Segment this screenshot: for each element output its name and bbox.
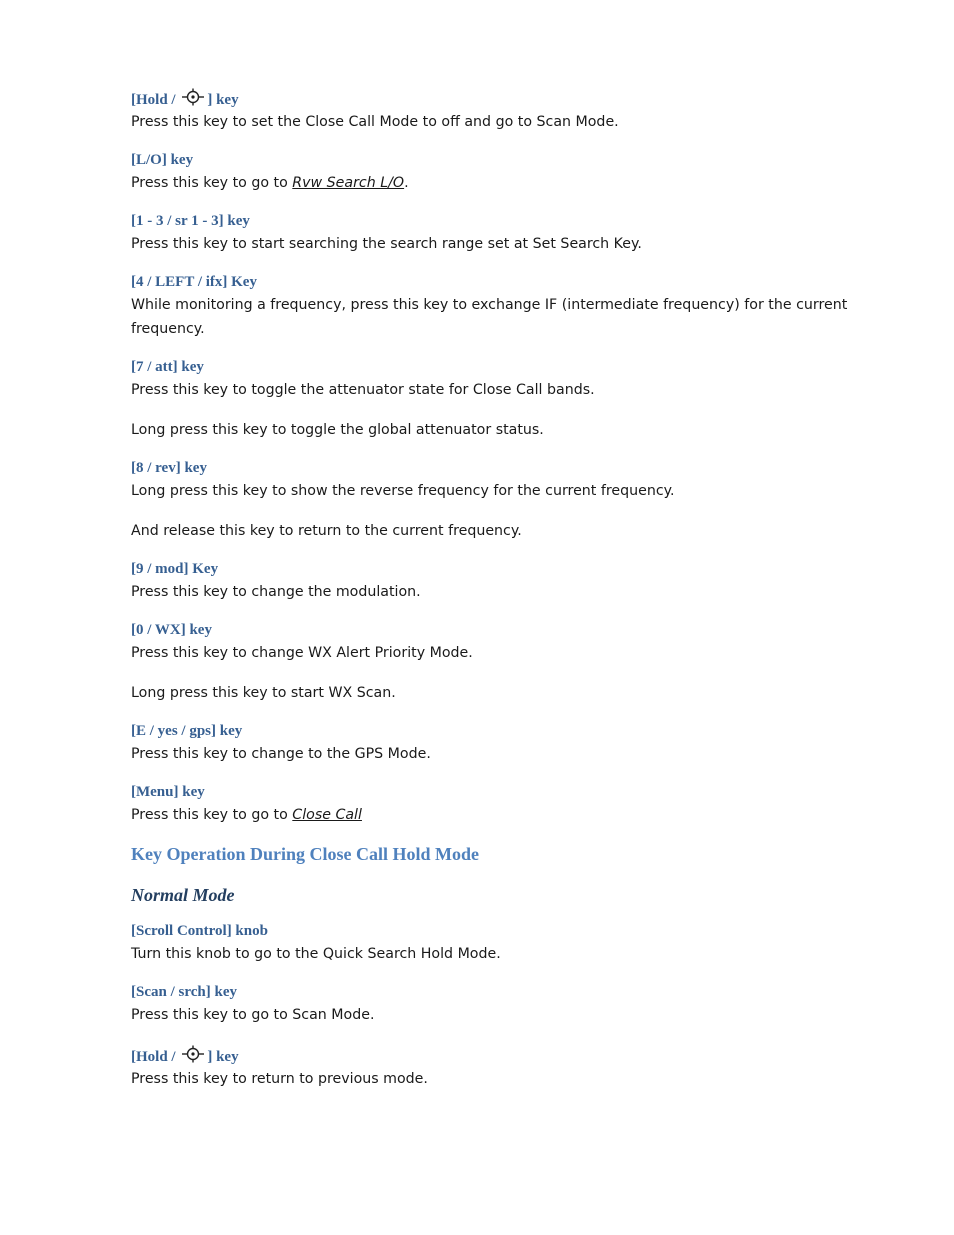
- e-key-heading: [E / yes / gps] key: [131, 723, 243, 739]
- four-key-text: While monitoring a frequency, press this key to exchange IF (intermediate frequency) for the current frequency.: [131, 297, 848, 337]
- target-crosshair-icon: [180, 88, 206, 106]
- hold-key-heading-post: ] key: [207, 92, 239, 108]
- one-three-key-text: Press this key to start searching the search range set at Set Search Key.: [131, 236, 642, 252]
- scan-key-section: [131, 981, 851, 1027]
- seven-key-section: [131, 356, 851, 442]
- lo-key-heading: [L/O] key: [131, 152, 194, 168]
- one-three-key-heading: [1 - 3 / sr 1 - 3] key: [131, 213, 250, 229]
- rvw-search-lo-link[interactable]: Rvw Search L/O: [292, 175, 405, 191]
- one-three-key-section: [131, 210, 851, 256]
- eight-key-section: [131, 457, 851, 543]
- hold-key-section: [131, 88, 851, 134]
- hold-key-2-section: [131, 1045, 851, 1091]
- seven-key-text-2: Long press this key to toggle the global attenuator status.: [131, 422, 544, 438]
- zero-key-heading: [0 / WX] key: [131, 622, 212, 638]
- eight-key-text-1: Long press this key to show the reverse frequency for the current frequency.: [131, 483, 675, 499]
- hold-key-2-heading-pre: [Hold /: [131, 1049, 176, 1065]
- scroll-knob-text: Turn this knob to go to the Quick Search Hold Mode.: [131, 946, 501, 962]
- menu-key-section: [131, 781, 851, 827]
- e-key-section: [131, 720, 851, 766]
- zero-key-text-2: Long press this key to start WX Scan.: [131, 685, 396, 701]
- hold-key-heading: [131, 88, 851, 110]
- section-title: Key Operation During Close Call Hold Mode: [131, 844, 479, 864]
- eight-key-heading: [8 / rev] key: [131, 460, 207, 476]
- target-crosshair-icon: [180, 1045, 206, 1063]
- hold-key-2-heading-post: ] key: [207, 1049, 239, 1065]
- nine-key-heading: [9 / mod] Key: [131, 561, 219, 577]
- hold-key-heading-pre: [Hold /: [131, 92, 176, 108]
- seven-key-heading: [7 / att] key: [131, 359, 204, 375]
- e-key-text: Press this key to change to the GPS Mode.: [131, 746, 431, 762]
- nine-key-section: [131, 558, 851, 604]
- scan-key-heading: [Scan / srch] key: [131, 984, 237, 1000]
- hold-key-text: Press this key to set the Close Call Mode to off and go to Scan Mode.: [131, 114, 619, 130]
- scroll-knob-heading: [Scroll Control] knob: [131, 923, 268, 939]
- eight-key-text-2: And release this key to return to the current frequency.: [131, 523, 522, 539]
- nine-key-text: Press this key to change the modulation.: [131, 584, 421, 600]
- hold-key-2-text: Press this key to return to previous mode.: [131, 1071, 428, 1087]
- zero-key-text-1: Press this key to change WX Alert Priority Mode.: [131, 645, 473, 661]
- lo-key-section: [131, 149, 851, 195]
- menu-key-text: Press this key to go to Close Call: [131, 807, 362, 823]
- close-call-link[interactable]: Close Call: [292, 807, 362, 823]
- scroll-knob-section: [131, 920, 851, 966]
- seven-key-text-1: Press this key to toggle the attenuator state for Close Call bands.: [131, 382, 595, 398]
- document-page: [131, 88, 851, 1091]
- section-subtitle: Normal Mode: [131, 885, 235, 905]
- hold-key-2-heading: [131, 1045, 851, 1067]
- lo-key-text: Press this key to go to Rvw Search L/O.: [131, 175, 409, 191]
- four-key-heading: [4 / LEFT / ifx] Key: [131, 274, 257, 290]
- scan-key-text: Press this key to go to Scan Mode.: [131, 1007, 375, 1023]
- zero-key-section: [131, 619, 851, 705]
- four-key-section: [131, 271, 851, 341]
- menu-key-heading: [Menu] key: [131, 784, 205, 800]
